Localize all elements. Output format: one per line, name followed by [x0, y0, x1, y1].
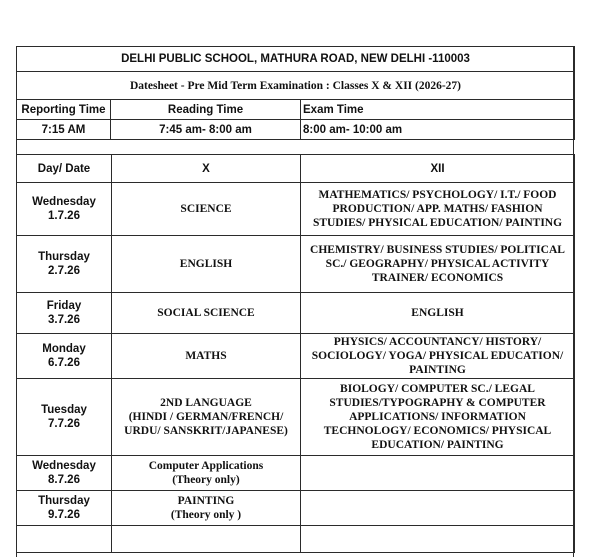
subject-line: URDU/ SANSKRIT/JAPANESE) — [124, 425, 288, 437]
class-x-subject-cell — [112, 334, 301, 379]
class-xii-subject-cell — [301, 334, 575, 379]
empty-cell — [112, 526, 301, 553]
date-label: 7.7.26 — [48, 418, 80, 430]
date-label: 6.7.26 — [48, 357, 80, 369]
empty-cell — [301, 526, 575, 553]
class-x-subject-cell — [112, 293, 301, 334]
class-xii-subject-cell — [301, 456, 575, 491]
table-row — [17, 293, 575, 334]
column-header-class-xii: XII — [301, 155, 575, 183]
subject-line: CHEMISTRY/ BUSINESS STUDIES/ POLITICAL — [310, 244, 565, 256]
subject-line: MATHEMATICS/ PSYCHOLOGY/ I.T./ FOOD — [318, 189, 557, 201]
class-xii-subject-cell — [301, 183, 575, 236]
day-label: Thursday — [38, 495, 90, 507]
class-xii-subject-cell — [301, 491, 575, 526]
subject-line: ENGLISH — [411, 307, 464, 319]
subject-line: EDUCATION/ PAINTING — [371, 439, 504, 451]
day-date-cell — [17, 491, 112, 526]
subject-line: SC./ GEOGRAPHY/ PHYSICAL ACTIVITY — [325, 258, 550, 270]
class-xii-subject-cell — [301, 293, 575, 334]
date-label: 9.7.26 — [48, 509, 80, 521]
class-x-subject-cell — [112, 456, 301, 491]
day-date-cell — [17, 183, 112, 236]
day-label: Monday — [42, 343, 86, 355]
column-header-class-x: X — [112, 155, 301, 183]
subject-line: TRAINER/ ECONOMICS — [371, 272, 504, 284]
subject-line: APPLICATIONS/ INFORMATION — [349, 411, 526, 423]
exam-time-label: Exam Time — [301, 100, 575, 120]
subject-line: PAINTING — [177, 495, 235, 507]
table-row — [17, 236, 575, 293]
schedule-table — [16, 154, 575, 553]
datesheet-title: Datesheet - Pre Mid Term Examination : Classes X & XII (2026-27) — [17, 72, 575, 100]
class-xii-subject-cell — [301, 379, 575, 456]
subject-line: Computer Applications — [148, 460, 264, 472]
class-x-subject-cell — [112, 236, 301, 293]
date-label: 8.7.26 — [48, 474, 80, 486]
table-row — [17, 379, 575, 456]
day-date-cell — [17, 334, 112, 379]
day-date-cell — [17, 456, 112, 491]
subject-line: (Theory only ) — [170, 509, 242, 521]
class-x-subject-cell — [112, 379, 301, 456]
class-x-subject-cell — [112, 183, 301, 236]
subject-line: 2ND LANGUAGE — [160, 397, 252, 409]
table-row — [17, 334, 575, 379]
reporting-time-label: Reporting Time — [17, 100, 111, 120]
empty-cell — [17, 526, 112, 553]
subject-line: ENGLISH — [179, 258, 233, 270]
day-label: Thursday — [38, 251, 90, 263]
day-label: Wednesday — [32, 460, 96, 472]
table-row — [17, 183, 575, 236]
header-table — [16, 46, 575, 140]
exam-time-value: 8:00 am- 10:00 am — [301, 120, 575, 140]
date-label: 1.7.26 — [48, 210, 80, 222]
subject-line: PRODUCTION/ APP. MATHS/ FASHION — [332, 203, 543, 215]
day-label: Friday — [46, 300, 82, 312]
column-header-day-date: Day/ Date — [17, 155, 112, 183]
subject-line: PHYSICS/ ACCOUNTANCY/ HISTORY/ — [333, 336, 542, 348]
day-label: Tuesday — [41, 404, 87, 416]
table-row-empty — [17, 526, 575, 553]
subject-line: SCIENCE — [180, 203, 232, 215]
subject-line: PAINTING — [409, 364, 466, 376]
day-date-cell — [17, 236, 112, 293]
subject-line: (HINDI / GERMAN/FRENCH/ — [128, 411, 284, 423]
subject-line: (Theory only) — [172, 474, 240, 486]
class-x-subject-cell — [112, 491, 301, 526]
subject-line: SOCIAL SCIENCE — [157, 307, 255, 319]
class-xii-subject-cell — [301, 236, 575, 293]
reporting-time-value: 7:15 AM — [17, 120, 111, 140]
date-label: 3.7.26 — [48, 314, 80, 326]
day-date-cell — [17, 293, 112, 334]
table-row — [17, 491, 575, 526]
table-row — [17, 456, 575, 491]
subject-line: TECHNOLOGY/ ECONOMICS/ PHYSICAL — [323, 425, 552, 437]
subject-line: BIOLOGY/ COMPUTER SC./ LEGAL — [340, 383, 535, 395]
subject-line: MATHS — [185, 350, 227, 362]
day-label: Wednesday — [32, 196, 96, 208]
school-name: DELHI PUBLIC SCHOOL, MATHURA ROAD, NEW DELHI -110003 — [17, 47, 575, 72]
date-label: 2.7.26 — [48, 265, 80, 277]
reading-time-label: Reading Time — [111, 100, 301, 120]
reading-time-value: 7:45 am- 8:00 am — [111, 120, 301, 140]
subject-line: SOCIOLOGY/ YOGA/ PHYSICAL EDUCATION/ — [311, 350, 564, 362]
subject-line: STUDIES/ PHYSICAL EDUCATION/ PAINTING — [312, 217, 563, 229]
subject-line: STUDIES/TYPOGRAPHY & COMPUTER — [329, 397, 546, 409]
day-date-cell — [17, 379, 112, 456]
